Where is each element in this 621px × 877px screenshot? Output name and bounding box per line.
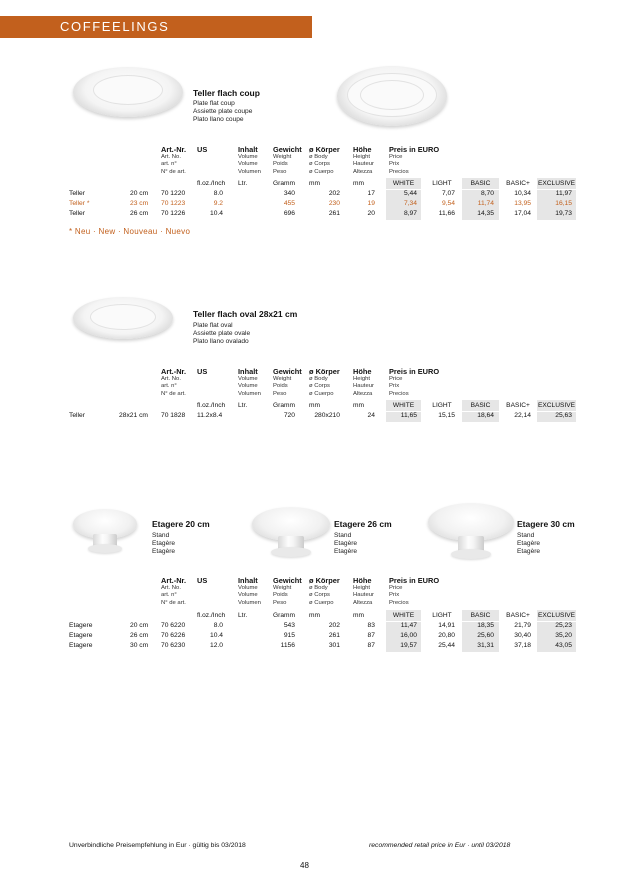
table-row: Etagere 30 cm 70 6230 12.0 1156 301 87 19,57 25,44 31,31 37,18 43,05 [0, 642, 621, 652]
table-row: Teller 20 cm 70 1220 8.0 340 202 17 5,44 7,07 8,70 10,34 11,97 [0, 190, 621, 200]
table-row: Teller * 23 cm 70 1223 9.2 455 230 19 7,34 9,54 11,74 13,95 16,15 [0, 200, 621, 210]
footer-right-note: recommended retail price in Eur · until 03/2018 [369, 842, 511, 849]
product-title: Teller flach oval 28x21 cm [193, 309, 298, 319]
brand-title: COFFEELINGS [60, 19, 170, 34]
product-title: Teller flach coup [193, 88, 260, 98]
table-row: Teller 26 cm 70 1226 10.4 696 261 20 8,97 11,66 14,35 17,04 19,73 [0, 210, 621, 220]
table-row: Etagere 20 cm 70 6220 8.0 543 202 83 11,47 14,91 18,35 21,79 25,23 [0, 622, 621, 632]
page-number: 48 [300, 861, 309, 870]
product-subtitles: Stand Etagère Etagère [334, 532, 358, 555]
product-subtitles: Stand Etagère Etagère [152, 532, 176, 555]
product-title: Etagere 30 cm [517, 519, 575, 529]
footer-left-note: Unverbindliche Preisempfehlung in Eur · gültig bis 03/2018 [69, 842, 246, 849]
new-legend: * Neu · New · Nouveau · Nuevo [69, 227, 191, 236]
product-title: Etagere 20 cm [152, 519, 210, 529]
brand-header [0, 16, 312, 38]
product-subtitles: Plate flat coup Assiette plate coupe Plato llano coupe [193, 100, 253, 123]
product-subtitles: Plate flat oval Assiette plate ovale Plato llano ovalado [193, 322, 251, 345]
table-row: Etagere 26 cm 70 6226 10.4 915 261 87 16,00 20,80 25,60 30,40 35,20 [0, 632, 621, 642]
product-subtitles: Stand Etagère Etagère [517, 532, 541, 555]
table-row: Teller 28x21 cm 70 1828 11.2x8.4 720 280x210 24 11,65 15,15 18,64 22,14 25,63 [0, 412, 621, 422]
product-title: Etagere 26 cm [334, 519, 392, 529]
